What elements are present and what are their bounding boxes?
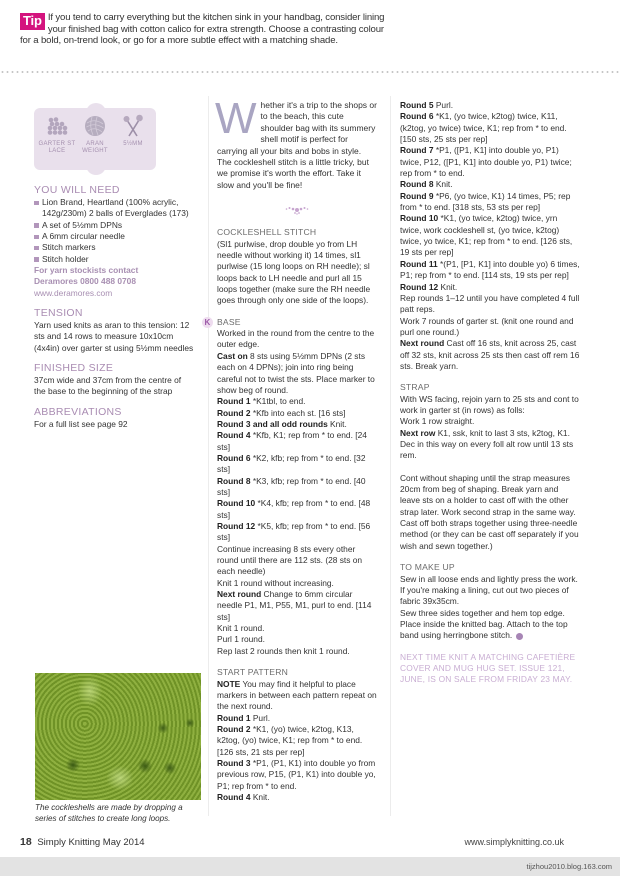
make-up-line-final <box>400 608 580 642</box>
strap-instructions <box>400 394 580 462</box>
instruction-label: Round 10 <box>400 213 439 224</box>
base-instruction-line <box>217 521 377 544</box>
page-number: 18 <box>20 836 32 848</box>
tension-heading: TENSION <box>34 307 83 320</box>
instruction-text: *K4, kfb; rep from * to end. [48 sts] <box>217 498 371 520</box>
instruction-text: *P1, (P1, K1) into double yo from previous row, P15, (P1, K1) into double yo, P1; rep from * to end. <box>217 757 376 791</box>
materials-item: A set of 5½mm DPNs <box>34 220 194 231</box>
instruction-text: *P1, ([P1, K1] into double yo, P1) twice, P12, ([P1, K1] into double yo, P1) twice; rep from * to end. <box>400 145 572 179</box>
instruction-text: *Kfb into each st. [16 sts] <box>250 407 346 418</box>
instruction-text: *K3, kfb; rep from * to end. [40 sts] <box>217 475 366 497</box>
make-up-text: Sew three sides together and hem top edge. Place inside the knitted bag. Attach to the top band using herringbone stitch. <box>400 607 568 641</box>
strap-heading: STRAP <box>400 382 430 393</box>
ornament-divider <box>217 205 377 217</box>
pattern-instruction-line <box>400 259 580 282</box>
knit-level-badge: K <box>202 317 213 328</box>
pattern-instruction-line <box>217 713 377 724</box>
instruction-text: Knit. <box>250 791 270 802</box>
you-will-need-heading: YOU WILL NEED <box>34 184 120 196</box>
instruction-text: *Kfb, K1; rep from * to end. [24 sts] <box>217 430 367 452</box>
instruction-text: *K1tbl, to end. <box>250 396 306 407</box>
pattern-instruction-line <box>400 293 580 316</box>
base-intro: Worked in the round from the centre to the outer edge. <box>217 328 375 350</box>
base-heading-row <box>204 316 377 328</box>
instruction-text: Change to 6mm circular needle P1, M1, P55, M1, purl to end. [114 sts] <box>217 589 372 622</box>
instruction-text: *K1, (yo twice, k2tog) twice, yrn twice, work cockleshell st, (yo twice, k2tog) twice, yo twice, K1; rep from * to end. [126 sts, 19 sts per rep] <box>400 213 573 258</box>
instruction-text: Work 1 row straight. <box>400 416 475 427</box>
tip-badge: Tip <box>20 13 45 30</box>
instruction-text: *(P1, [P1, K1] into double yo) 6 times, P1; rep from * to end. [114 sts, 19 sts per rep] <box>400 258 580 281</box>
cockleshell-text: (Sl1 purlwise, drop double yo from LH needle without working it) 14 times, sl1 purlwise (15 long loops on RH needle); sl loops back to LH needle and purl all 15 loops together (make sure the RH needle goes through only one side of the loops). <box>217 238 371 306</box>
instruction-text: Purl 1 round. <box>217 634 265 645</box>
instruction-text: *K5, kfb; rep from * to end. [56 sts] <box>217 520 371 543</box>
yarn-ball-icon <box>83 114 107 138</box>
instruction-text: Rep rounds 1–12 until you have completed 4 full patt reps. <box>400 292 580 315</box>
pattern-instruction-line <box>400 100 580 111</box>
instruction-text: Rep last 2 rounds then knit 1 round. <box>217 645 350 656</box>
pattern-instruction-line <box>217 724 377 758</box>
strap-instruction-line <box>400 439 580 462</box>
garter-stitch-swatch-icon <box>45 114 69 138</box>
abbreviations-heading: ABBREVIATIONS <box>34 405 122 418</box>
base-heading: BASE <box>217 316 241 327</box>
instruction-text: *K1, (yo) twice, k2tog, K13, k2tog, (yo) twice, K1; rep from * to end. [126 sts, 21 sts per rep] <box>217 723 363 757</box>
instruction-label: Round 11 <box>400 258 438 269</box>
base-instruction-line <box>217 419 377 430</box>
instruction-label: Round 6 <box>217 452 251 463</box>
instruction-label: Round 1 <box>217 712 251 723</box>
instruction-label: Round 2 <box>217 407 251 418</box>
instruction-label: Round 3 <box>217 757 251 768</box>
info-item-stitch <box>38 114 76 170</box>
column-divider <box>208 96 209 816</box>
info-item-needles <box>114 114 152 170</box>
pattern-instruction-line <box>217 758 377 792</box>
instruction-label: Round 4 <box>217 430 251 441</box>
instruction-text: Purl. <box>250 712 271 723</box>
column-divider <box>390 96 391 816</box>
instruction-label: Round 8 <box>400 179 434 190</box>
info-item-weight <box>76 114 114 170</box>
pattern-instruction-line <box>400 145 580 179</box>
stockist-phone: Deramores 0800 488 0708 <box>34 276 136 287</box>
strap-instruction-line <box>400 394 580 417</box>
instruction-text: Continue increasing 8 sts every other round until there are 112 sts. (28 sts on each needle) <box>217 543 363 577</box>
pattern-instruction-line <box>400 316 580 339</box>
instruction-label: Round 3 and all odd rounds <box>217 418 328 429</box>
instruction-label: Round 7 <box>400 145 434 156</box>
right-column <box>400 100 580 685</box>
pattern-instruction-line <box>400 191 580 214</box>
start-pattern-heading: START PATTERN <box>217 667 289 678</box>
tip-box <box>20 12 390 47</box>
base-instruction-line <box>217 589 377 623</box>
instruction-text: Dec in this way on every foll alt row until 13 sts rem. <box>400 439 574 461</box>
left-column <box>34 108 194 430</box>
intro-text: hether it's a trip to the shops or to the beach, this cute shoulder bag with its summery shell motif is perfect for carrying all your bits and bobs in style. The cockleshell stitch is a little tricky, but we promise it's worth the effort. Take it slow and you'll be fine! <box>217 100 377 190</box>
base-instructions <box>217 351 377 657</box>
instruction-text: Work 7 rounds of garter st. (knit one round and purl one round.) <box>400 315 574 337</box>
instruction-label: Round 1 <box>217 396 251 407</box>
instruction-label: Round 9 <box>400 190 434 201</box>
info-label: 5½MM <box>123 141 143 147</box>
middle-column <box>204 94 377 803</box>
footer-folio <box>20 836 145 848</box>
pattern-instruction-line <box>400 111 580 145</box>
pattern-instruction-line <box>400 179 580 190</box>
instruction-label: Next row <box>400 427 436 438</box>
instruction-label: Round 4 <box>217 791 251 802</box>
instruction-label: Round 2 <box>217 723 251 734</box>
instruction-label: Round 6 <box>400 111 434 122</box>
intro-paragraph <box>215 94 377 191</box>
instruction-label: Round 12 <box>217 520 256 531</box>
base-instruction-line <box>217 544 377 578</box>
instruction-text: Knit. <box>327 418 347 429</box>
dropcap: W <box>215 94 257 143</box>
magazine-issue: Simply Knitting May 2014 <box>37 837 145 848</box>
cockleshell-photo <box>35 673 201 800</box>
watermark: tijzhou2010.blog.163.com <box>526 862 612 871</box>
instruction-label: NOTE <box>217 678 241 689</box>
instruction-label: Round 5 <box>400 100 434 110</box>
tip-text: If you tend to carry everything but the kitchen sink in your handbag, consider lining your finished bag with cotton calico for extra strength. Choose a contrasting colour for a bold, on-trend look, or go for a more subtle effect with a matching shade. <box>20 12 385 46</box>
base-instruction-line <box>217 430 377 453</box>
instruction-label: Round 10 <box>217 498 256 509</box>
abbreviations-text: For a full list see page 92 <box>34 418 128 429</box>
tension-text: Yarn used knits as aran to this tension: 12 sts and 14 rows to measure 10x10cm (4x4in) over garter st using 5½mm needles <box>34 320 194 353</box>
base-instruction-line <box>217 634 377 645</box>
footer-website[interactable]: www.simplyknitting.co.uk <box>464 837 564 847</box>
dotted-divider <box>0 71 620 73</box>
instruction-text: Knit. <box>438 281 458 292</box>
materials-item: A 6mm circular needle <box>34 231 194 242</box>
base-instruction-line <box>217 396 377 407</box>
base-instruction-line <box>217 578 377 589</box>
instruction-text: *P6, (yo twice, K1) 14 times, P5; rep from * to end. [318 sts, 53 sts per rep] <box>400 190 571 213</box>
info-label: GARTER ST LACE <box>38 141 76 154</box>
pattern-info-card <box>34 108 156 170</box>
photo-caption: The cockleshells are made by dropping a series of stitches to create long loops. <box>35 803 183 823</box>
knitting-needles-icon <box>121 114 145 138</box>
finished-size-heading: FINISHED SIZE <box>34 362 114 375</box>
flourish-icon <box>284 205 310 215</box>
instruction-text: *K2, kfb; rep from * to end. [32 sts] <box>217 452 366 475</box>
end-mark-icon <box>516 633 523 640</box>
info-label: ARAN WEIGHT <box>82 141 108 154</box>
cockleshell-heading: COCKLESHELL STITCH <box>217 227 317 238</box>
base-instruction-line <box>217 476 377 499</box>
pattern-instruction-line <box>217 679 377 713</box>
instruction-text: 8 sts using 5½mm DPNs (2 sts each on 4 DPNs); join into ring being careful not to twist the sts. Place marker to show beg of round. <box>217 350 375 395</box>
instruction-label: Round 12 <box>400 281 439 292</box>
materials-item: Stitch markers <box>34 242 194 253</box>
instruction-text: With WS facing, rejoin yarn to 25 sts and cont to work in garter st (in rows) as folls: <box>400 393 579 415</box>
strap-instruction-line <box>400 416 580 427</box>
base-instruction-line <box>217 498 377 521</box>
instruction-text: K1, ssk, knit to last 3 sts, k2tog, K1. <box>435 427 570 438</box>
pattern-continued <box>400 100 580 372</box>
stockist-text: For yarn stockists contact <box>34 265 139 276</box>
materials-item: Lion Brand, Heartland (100% acrylic, 142g/230m) 2 balls of Everglades (173) <box>34 197 194 220</box>
instruction-text: Knit 1 round. <box>217 623 265 634</box>
instruction-label: Cast on <box>217 350 248 361</box>
instruction-label: Next round <box>400 338 445 349</box>
stockist-url[interactable]: www.deramores.com <box>34 287 113 298</box>
finished-size-text: 37cm wide and 37cm from the centre of the base to the beginning of the strap <box>34 375 182 397</box>
strap-paragraph: Cont without shaping until the strap measures 20cm from beg of shaping. Break yarn and leave sts on a holder to cast off with the other strap later. Work second strap in the same way. Cast off both straps together using three-needle method (or they can be cast off separately if you wish and sewn together.) <box>400 472 579 551</box>
next-time-promo: NEXT TIME KNIT A MATCHING CAFETIÈRE COVER AND MUG HUG SET. ISSUE 121, JUNE, IS ON SALE FROM FRIDAY 23 MAY. <box>400 651 576 685</box>
pattern-instruction-line <box>400 282 580 293</box>
materials-item: Stitch holder <box>34 254 194 265</box>
strap-instruction-line <box>400 428 580 439</box>
base-instruction-line <box>217 453 377 476</box>
start-pattern-instructions <box>217 679 377 804</box>
make-up-line: If you're making a lining, cut out two pieces of fabric 39x35cm. <box>400 584 569 607</box>
base-instruction-line <box>217 408 377 419</box>
instruction-text: You may find it helpful to place markers in between each pattern repeat on the next round. <box>217 678 377 712</box>
instruction-text: Purl. <box>433 100 454 110</box>
instruction-text: *K1, (yo twice, k2tog) twice, K11, (k2tog, yo twice) twice, K1; rep from * to end. [150 sts, 25 sts per rep] <box>400 111 567 145</box>
pattern-instruction-line <box>400 338 580 372</box>
instruction-text: Cast off 16 sts, knit across 25, cast off 32 sts, knit across 25 sts then cast off rem 16 sts. Break yarn. <box>400 338 580 371</box>
base-instruction-line <box>217 623 377 634</box>
make-up-heading: TO MAKE UP <box>400 562 455 573</box>
instruction-text: Knit 1 round without increasing. <box>217 577 334 588</box>
pattern-instruction-line <box>217 792 377 803</box>
pattern-instruction-line <box>400 213 580 258</box>
instruction-label: Next round <box>217 589 262 600</box>
base-instruction-line <box>217 351 377 396</box>
instruction-text: Knit. <box>433 179 453 190</box>
make-up-line: Sew in all loose ends and lightly press the work. <box>400 573 578 584</box>
instruction-label: Round 8 <box>217 475 251 486</box>
base-instruction-line <box>217 646 377 657</box>
